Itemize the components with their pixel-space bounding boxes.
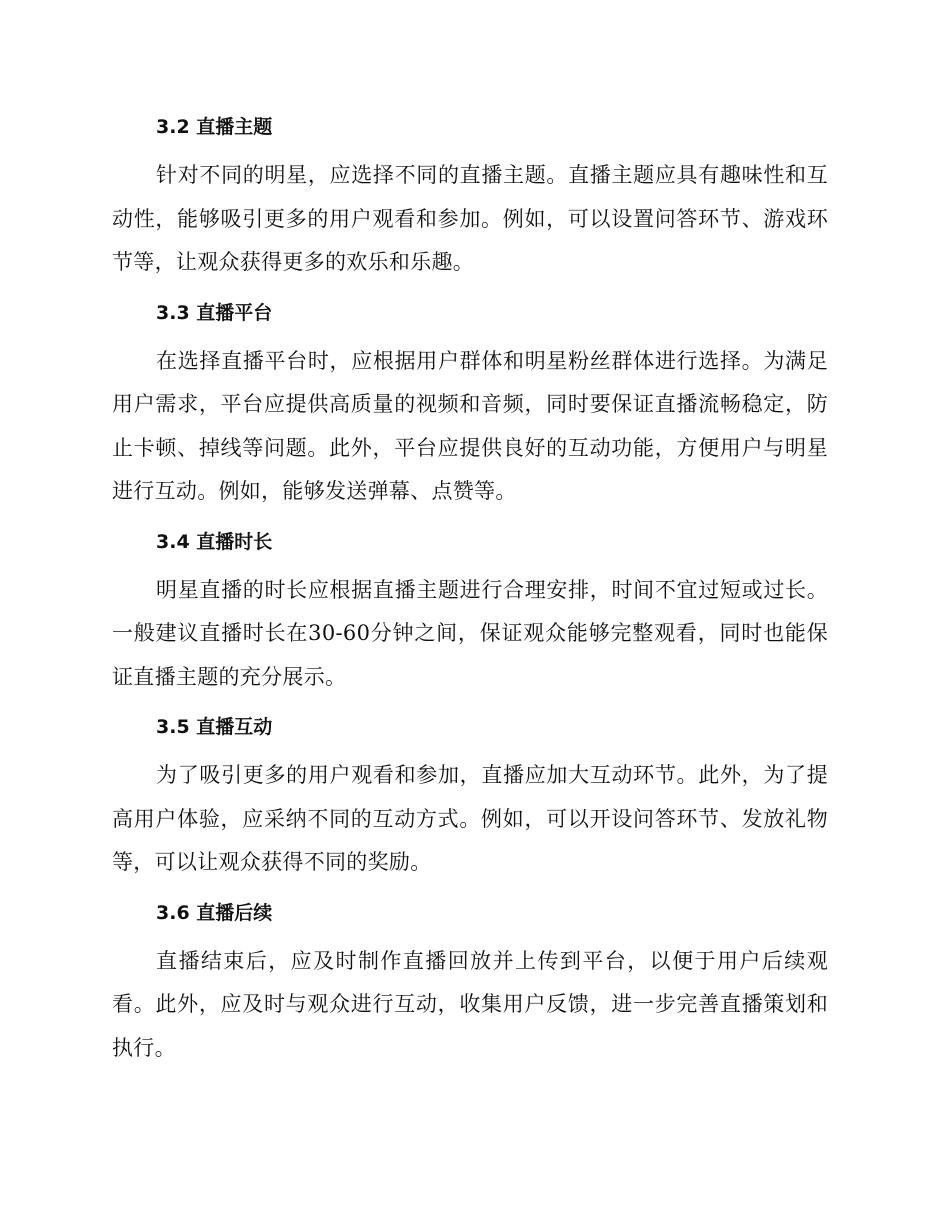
section-live-followup <box>112 894 828 1071</box>
section-heading: 3.3 直播平台 <box>156 301 273 324</box>
section-live-interaction <box>112 708 828 885</box>
section-paragraph: 为了吸引更多的用户观看和参加，直播应加大互动环节。此外，为了提高用户体验，应采纳不同的互动方式。例如，可以开设问答环节、发放礼物等，可以让观众获得不同的奖励。 <box>112 763 828 874</box>
section-live-duration <box>112 523 828 700</box>
section-heading: 3.4 直播时长 <box>156 530 273 553</box>
section-paragraph: 针对不同的明星，应选择不同的直播主题。直播主题应具有趣味性和互动性，能够吸引更多的用户观看和参加。例如，可以设置问答环节、游戏环节等，让观众获得更多的欢乐和乐趣。 <box>112 163 828 274</box>
section-paragraph: 在选择直播平台时，应根据用户群体和明星粉丝群体进行选择。为满足用户需求，平台应提供高质量的视频和音频，同时要保证直播流畅稳定，防止卡顿、掉线等问题。此外，平台应提供良好的互动功能，方便用户与明星进行互动。例如，能够发送弹幕、点赞等。 <box>112 348 828 503</box>
section-paragraph: 明星直播的时长应根据直播主题进行合理安排，时间不宜过短或过长。一般建议直播时长在30-60分钟之间，保证观众能够完整观看，同时也能保证直播主题的充分展示。 <box>112 577 828 689</box>
section-heading: 3.6 直播后续 <box>156 901 273 924</box>
section-heading: 3.2 直播主题 <box>156 116 273 138</box>
section-live-platform <box>112 294 828 514</box>
section-heading: 3.5 直播互动 <box>156 716 273 738</box>
section-live-theme <box>112 108 828 285</box>
section-paragraph: 直播结束后，应及时制作直播回放并上传到平台，以便于用户后续观看。此外，应及时与观众进行互动，收集用户反馈，进一步完善直播策划和执行。 <box>112 948 828 1060</box>
document-body <box>112 108 828 1079</box>
